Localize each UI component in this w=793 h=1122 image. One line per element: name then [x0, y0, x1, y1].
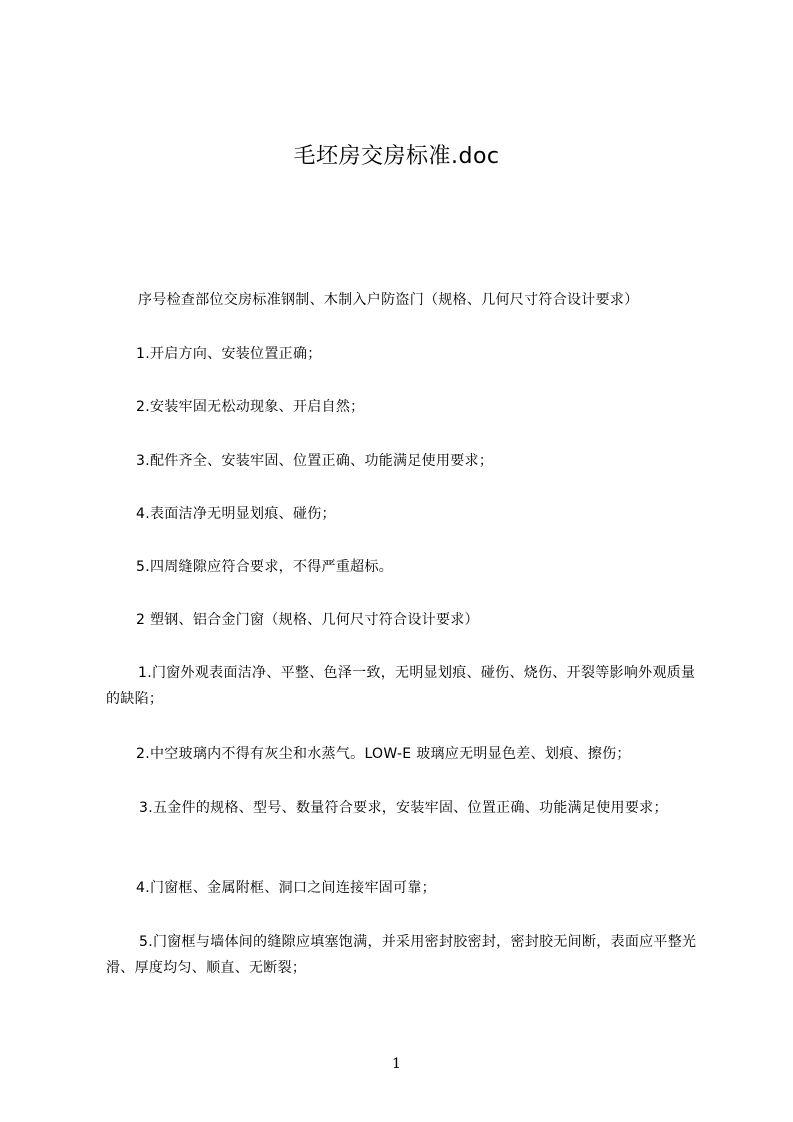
- paragraph-window-heading: 2 塑钢、铝合金门窗（规格、几何尺寸符合设计要求）: [136, 612, 479, 628]
- paragraph-intro: 序号检查部位交房标准钢制、木制入户防盗门（规格、几何尺寸符合设计要求）: [138, 292, 639, 308]
- paragraph-door-2: 2.安装牢固无松动现象、开启自然；: [136, 399, 365, 415]
- paragraph-door-5: 5.四周缝隙应符合要求，不得严重超标。: [136, 559, 394, 575]
- paragraph-door-4: 4.表面洁净无明显划痕、碰伤；: [136, 506, 336, 522]
- paragraph-door-3: 3.配件齐全、安装牢固、位置正确、功能满足使用要求；: [136, 453, 494, 469]
- paragraph-window-3: 3.五金件的规格、型号、数量符合要求，安装牢固、位置正确、功能满足使用要求；: [139, 800, 668, 816]
- page-number: 1: [392, 1056, 401, 1072]
- paragraph-window-2: 2.中空玻璃内不得有灰尘和水蒸气。LOW-E 玻璃应无明显色差、划痕、擦伤；: [136, 746, 631, 762]
- paragraph-door-1: 1.开启方向、安装位置正确；: [136, 346, 322, 362]
- paragraph-window-1: 1.门窗外观表面洁净、平整、色泽一致，无明显划痕、碰伤、烧伤、开裂等影响外观质量的缺陷；: [106, 665, 696, 707]
- paragraph-window-4: 4.门窗框、金属附框、洞口之间连接牢固可靠；: [136, 880, 436, 896]
- document-title: 毛坯房交房标准.doc: [293, 144, 500, 169]
- paragraph-window-5: 5.门窗框与墙体间的缝隙应填塞饱满，并采用密封胶密封，密封胶无间断，表面应平整光滑、厚度均匀、顺直、无断裂；: [106, 934, 697, 976]
